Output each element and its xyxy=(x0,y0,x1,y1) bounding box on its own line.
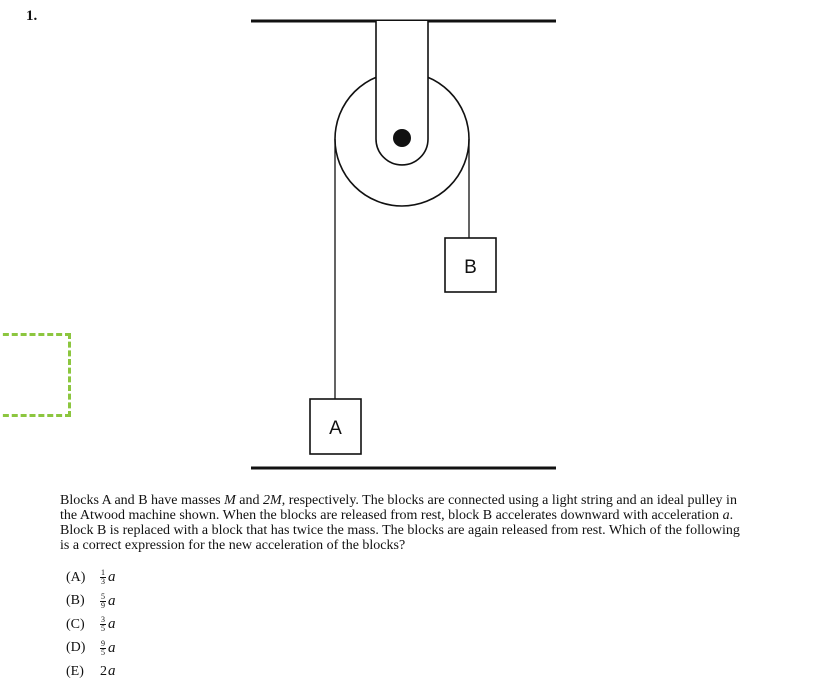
choice-d[interactable]: (D) $\frac{9}{5}$ a xyxy=(66,638,116,657)
mass-a: M xyxy=(224,493,236,508)
acceleration-symbol: a xyxy=(722,508,730,523)
question-stem: Blocks A and B have masses M and 2M, respectively. The blocks are connected using a light string and an ideal pulley in the Atwood machine shown. When the blocks are released from rest, block B accelerates downward with acceleration a. Block B is replaced with a block that has twice the mass. The blocks are again released from rest. Which of the following is a correct expression for the new acceleration of the blocks? xyxy=(60,493,740,553)
mass-b: 2M xyxy=(263,493,282,508)
question-number: 1. xyxy=(26,8,38,24)
choice-e[interactable]: (E) 2 a xyxy=(66,663,116,680)
block-b-ref: B xyxy=(138,493,148,508)
pulley-axle xyxy=(393,129,411,147)
choice-b[interactable]: (B) $\frac{5}{9}$ a xyxy=(66,591,116,610)
choice-a[interactable]: (A) $\frac{1}{3}$ a xyxy=(66,568,116,587)
block-a-ref: A xyxy=(101,493,111,508)
fraction: $\frac{5}{9}$ xyxy=(101,591,105,610)
block-a-label: A xyxy=(329,418,342,439)
answer-choices xyxy=(66,566,116,684)
fraction: $\frac{9}{5}$ xyxy=(101,638,105,657)
fraction: $\frac{3}{5}$ xyxy=(101,615,105,634)
choice-c[interactable]: (C) $\frac{3}{5}$ a xyxy=(66,615,116,634)
fraction: $\frac{1}{3}$ xyxy=(101,568,105,587)
block-b-label: B xyxy=(464,257,477,278)
